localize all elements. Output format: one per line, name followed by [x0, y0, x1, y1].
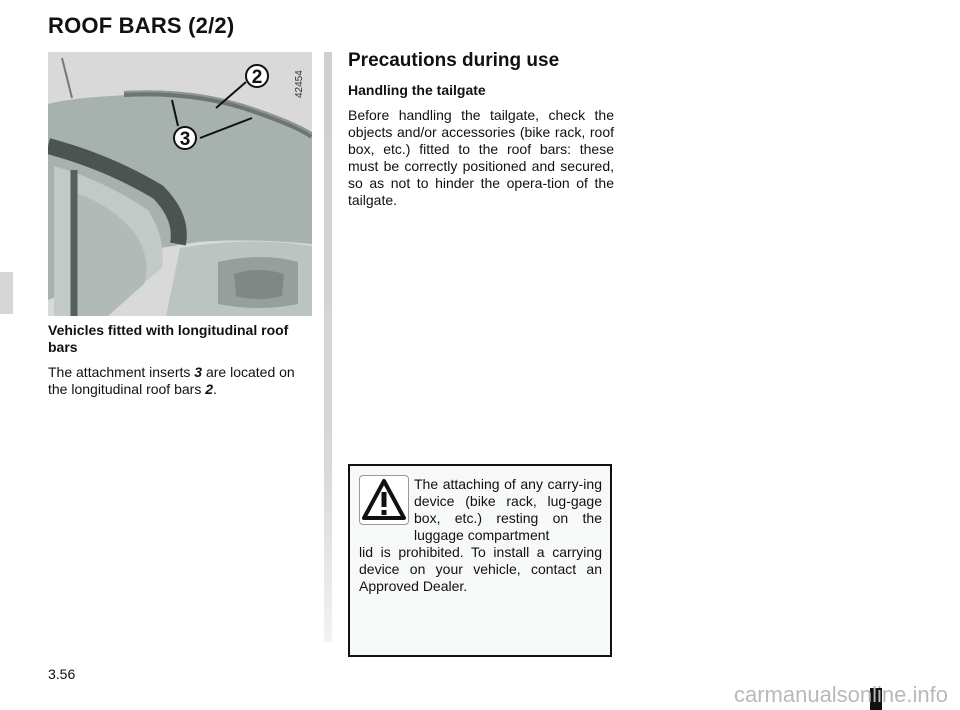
- precautions-section: [348, 50, 614, 209]
- page-title: ROOF BARS (2/2): [48, 13, 235, 38]
- section-body: Before handling the tailgate, check the objects and/or accessories (bike rack, roof box, etc.) fitted to the roof bars: these must be correctly positioned and secured, so as not to hinder the opera-tion of the tailgate.: [348, 107, 614, 208]
- chapter-tab: [0, 272, 13, 314]
- watermark: carmanualsonline.info: [733, 682, 948, 707]
- page-number: 3.56: [48, 666, 76, 682]
- callout-2-label: 2: [251, 67, 263, 88]
- callout-3-label: 3: [179, 129, 191, 150]
- section-heading: Precautions during use: [348, 50, 560, 71]
- warning-text-full: lid is prohibited. To install a carrying device on your vehicle, contact an Approved Dealer.: [359, 544, 602, 594]
- figure-reference-number: 42454: [294, 70, 305, 98]
- roof-bars-illustration: [48, 52, 312, 316]
- section-subheading: Handling the tailgate: [348, 82, 486, 98]
- ref-bar-2: 2: [205, 381, 214, 397]
- section-body: The attachment inserts 3 are located on the longitudinal roof bars 2.: [48, 364, 295, 397]
- longitudinal-bars-section: [48, 322, 314, 398]
- ref-insert-3: 3: [194, 364, 203, 380]
- section-subheading: Vehicles fitted with longitudinal roof bars: [48, 322, 289, 355]
- warning-box: [348, 464, 612, 657]
- warning-text-indented: The attaching of any carry-ing device (bike rack, lug-gage box, etc.) resting on the luggage compartment: [414, 476, 602, 543]
- warning-triangle-icon: [359, 475, 409, 525]
- column-divider: [324, 52, 332, 642]
